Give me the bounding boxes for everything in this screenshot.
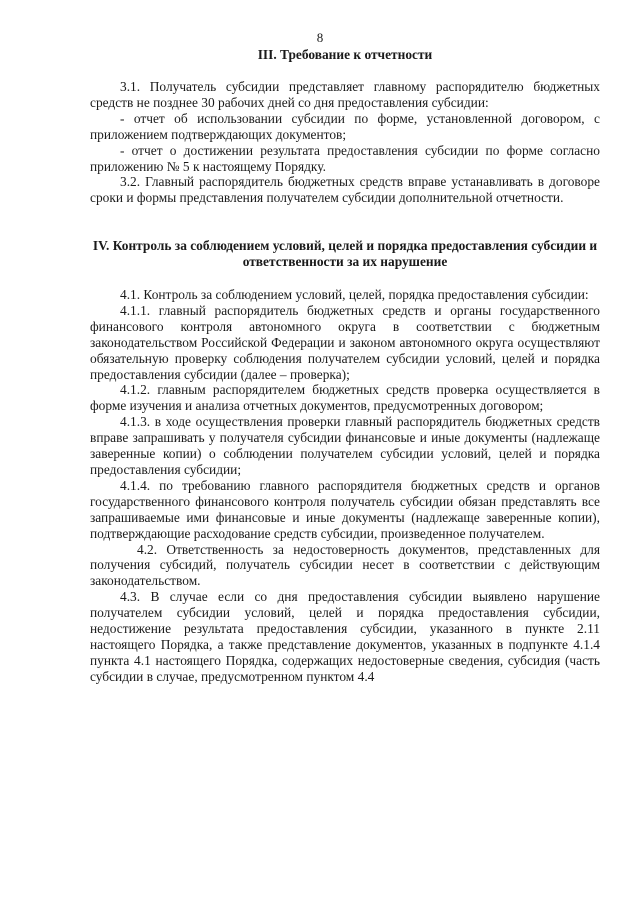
paragraph-4-3: 4.3. В случае если со дня предоставления субсидии выявлено нарушение получателем субсидии условий, целей и порядка предоставления субсидии, недостижение результата предоставления субсидии, указанного в пункте 2.11 настоящего Порядка, а также представление документов, указанных в подпункте 4.1.4 пункта 4.1 настоящего Порядка, содержащих недостоверные сведения, субсидия (часть субсидии в случае, предусмотренном пунктом 4.4 <box>90 589 600 684</box>
section-4-body <box>90 287 600 685</box>
paragraph-3-1-item-1: - отчет об использовании субсидии по форме, установленной договором, с приложением подтверждающих документов; <box>90 110 600 142</box>
section-3-body <box>90 79 600 206</box>
page-number: 8 <box>316 30 324 45</box>
section-3-title: III. Требование к отчетности <box>257 47 433 62</box>
paragraph-4-2: 4.2. Ответственность за недостоверность документов, представленных для получения субсидий, получатель субсидии несет в соответствии с действующим законодательством. <box>90 541 600 589</box>
paragraph-3-1-item-2: - отчет о достижении результата предоставления субсидии по форме согласно приложению № 5 к настоящему Порядку. <box>90 142 600 174</box>
paragraph-4-1-4: 4.1.4. по требованию главного распорядителя бюджетных средств и органов государственного финансового контроля получатель субсидии обязан представлять все запрашиваемые ими финансовые и иные документы (надлежаще заверенные копии), подтверждающие расходование средств субсидии, произведенное получателем. <box>90 477 600 541</box>
paragraph-4-1: 4.1. Контроль за соблюдением условий, целей, порядка предоставления субсидии: <box>120 287 589 302</box>
paragraph-4-1-1: 4.1.1. главный распорядитель бюджетных средств и органы государственного финансового контроля автономного округа в соответствии с бюджетным законодательством Российской Федерации и законом автономного округа осуществляют обязательную проверку соблюдения получателем субсидии условий, целей и порядка предоставления субсидии (далее – проверка); <box>90 302 600 382</box>
section-4-title: IV. Контроль за соблюдением условий, целей и порядка предоставления субсидии и ответственности за их нарушение <box>92 238 598 269</box>
paragraph-3-2: 3.2. Главный распорядитель бюджетных средств вправе устанавливать в договоре сроки и формы представления получателем субсидии дополнительной отчетности. <box>90 174 600 206</box>
paragraph-4-1-3: 4.1.3. в ходе осуществления проверки главный распорядитель бюджетных средств вправе запрашивать у получателя субсидии финансовые и иные документы (надлежаще заверенные копии) о соблюдении получателем субсидии условий, целей и порядка предоставления субсидии; <box>90 414 600 477</box>
paragraph-4-1-2: 4.1.2. главным распорядителем бюджетных средств проверка осуществляется в форме изучения и анализа отчетных документов, предусмотренных договором; <box>90 382 600 414</box>
paragraph-3-1: 3.1. Получатель субсидии представляет главному распорядителю бюджетных средств не позднее 30 рабочих дней со дня предоставления субсидии: <box>90 79 600 110</box>
